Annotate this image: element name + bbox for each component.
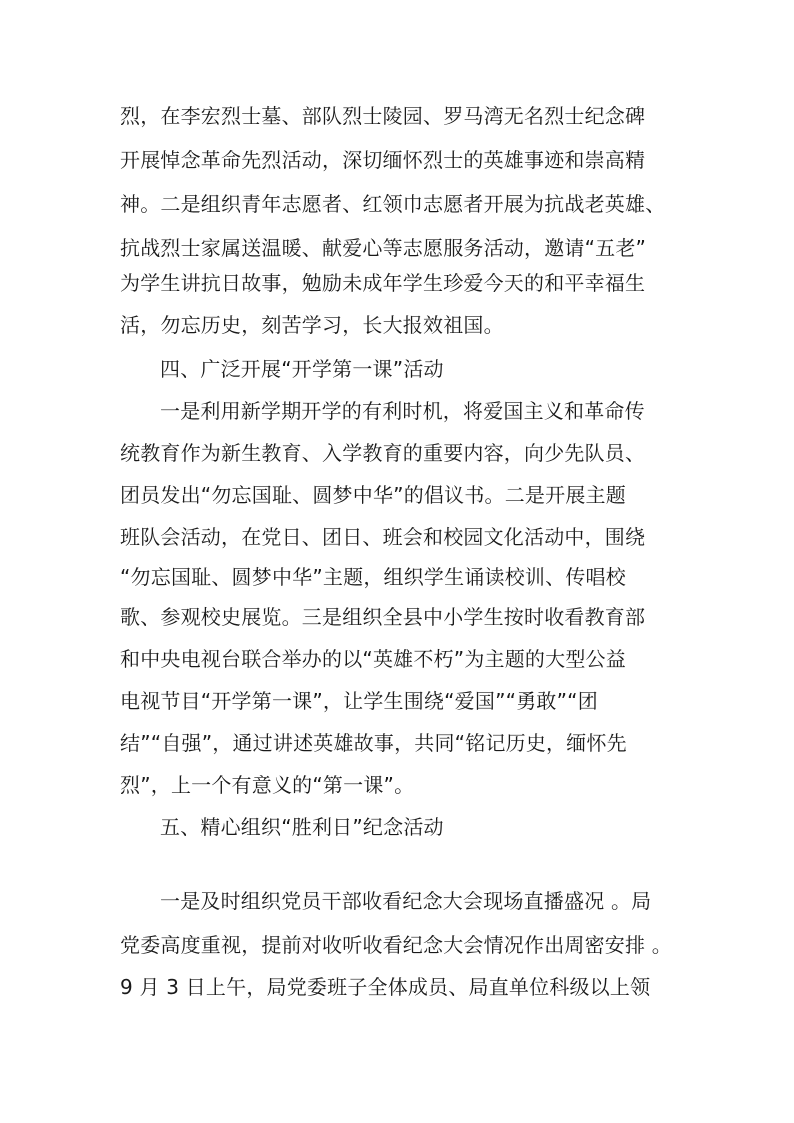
paragraph-line: 9 月 3 日上午，局党委班子全体成员、局直单位科级以上领 [120,975,651,999]
paragraph-line: 开展悼念革命先烈活动，深切缅怀烈士的英雄事迹和崇高精 [120,148,646,172]
paragraph-line: 活，勿忘历史，刻苦学习，长大报效祖国。 [120,313,504,337]
paragraph-line: 电视节目“开学第一课”，让学生围绕“爱国”“勇敢”“团 [120,689,598,713]
paragraph-line: 班队会活动，在党日、团日、班会和校园文化活动中，围绕 [120,525,646,549]
paragraph-line: 党委高度重视，提前对收听收看纪念大会情况作出周密安排 。 [120,933,672,957]
paragraph-line: 抗战烈士家属送温暖、献爱心等志愿服务活动，邀请“五老” [120,236,647,260]
paragraph-line: 一是及时组织党员干部收看纪念大会现场直播盛况 。局 [160,889,652,913]
paragraph-line: 神。二是组织青年志愿者、红领巾志愿者开展为抗战老英雄、 [120,192,666,216]
paragraph-line: 结”“自强”，通过讲述英雄故事，共同“铭记历史，缅怀先 [120,731,627,755]
paragraph-line: 烈，在李宏烈士墓、部队烈士陵园、罗马湾无名烈士纪念碑 [120,104,646,128]
section-heading: 五、精心组织“胜利日”纪念活动 [160,815,444,839]
section-heading: 四、广泛开展“开学第一课”活动 [160,357,444,381]
paragraph-line: “勿忘国耻、圆梦中华”主题，组织学生诵读校训、传唱校 [120,565,626,589]
paragraph-line: 统教育作为新生教育、入学教育的重要内容，向少先队员、 [120,441,646,465]
paragraph-line: 一是利用新学期开学的有利时机，将爱国主义和革命传 [160,399,645,423]
paragraph-line: 团员发出“勿忘国耻、圆梦中华”的倡议书。二是开展主题 [120,483,626,507]
paragraph-line: 为学生讲抗日故事，勉励未成年学生珍爱今天的和平幸福生 [120,271,646,295]
paragraph-line: 歌、参观校史展览。三是组织全县中小学生按时收看教育部 [120,605,646,629]
paragraph-line: 烈”，上一个有意义的“第一课”。 [120,773,415,797]
paragraph-line: 和中央电视台联合举办的以“英雄不朽”为主题的大型公益 [120,647,626,671]
